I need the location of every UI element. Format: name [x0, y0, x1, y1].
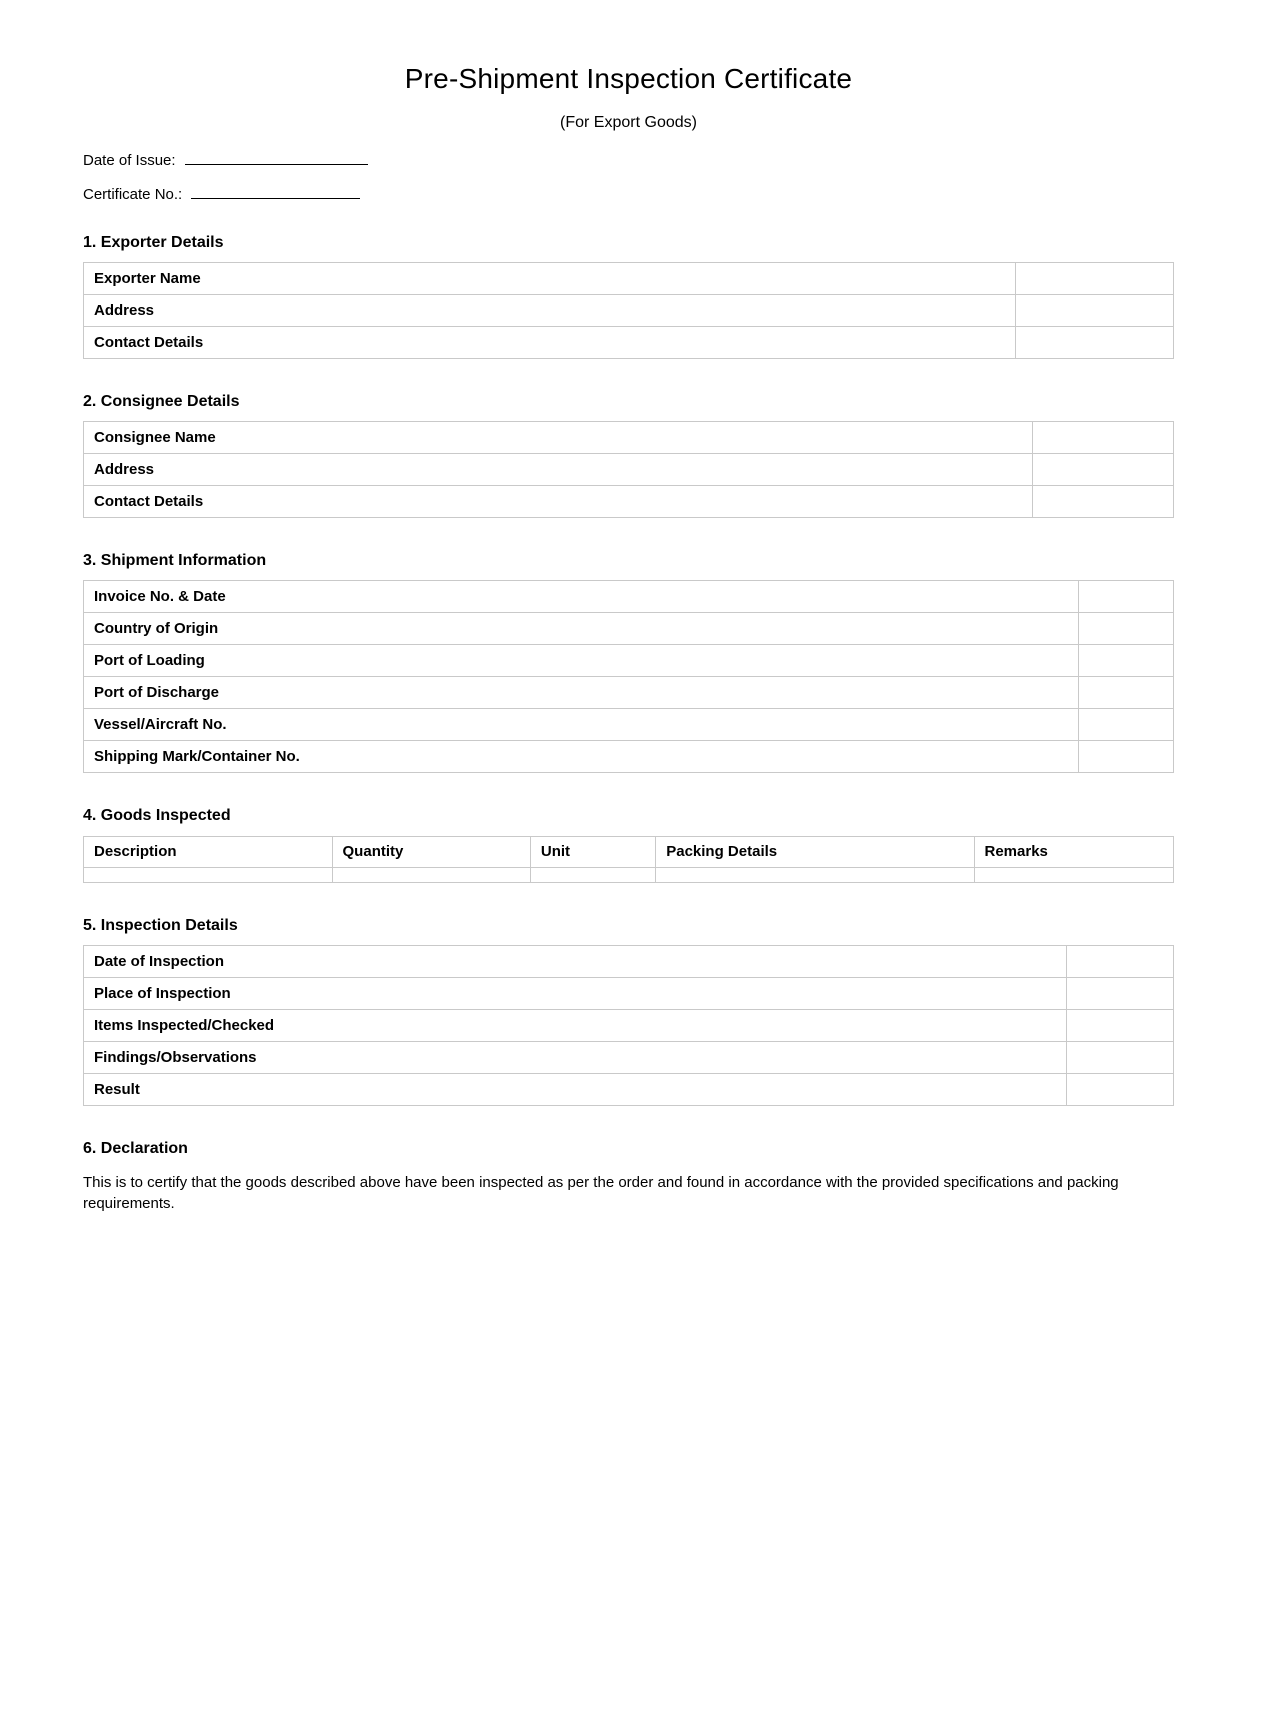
table-row — [84, 326, 1174, 358]
row-label: Consignee Name — [84, 422, 1033, 454]
row-label: Vessel/Aircraft No. — [84, 709, 1079, 741]
row-label: Port of Discharge — [84, 677, 1079, 709]
date-of-issue-blank-field[interactable] — [185, 151, 368, 165]
row-label: Result — [84, 1073, 1067, 1105]
certificate-no-blank-field[interactable] — [191, 185, 360, 199]
page-subtitle: (For Export Goods) — [560, 113, 697, 131]
table-row — [84, 1041, 1174, 1073]
table-row — [84, 709, 1174, 741]
row-value-cell[interactable] — [1067, 1009, 1174, 1041]
date-of-issue-label: Date of Issue: — [83, 151, 176, 169]
row-value-cell[interactable] — [1016, 294, 1174, 326]
row-label: Country of Origin — [84, 613, 1079, 645]
goods-value-cell[interactable] — [84, 867, 333, 882]
row-label: Contact Details — [84, 326, 1016, 358]
row-label: Date of Inspection — [84, 945, 1067, 977]
goods-value-cell[interactable] — [974, 867, 1174, 882]
row-label: Findings/Observations — [84, 1041, 1067, 1073]
goods-column-header: Quantity — [332, 836, 530, 867]
goods-empty-row — [84, 867, 1174, 882]
date-of-issue-line — [83, 151, 1174, 170]
certificate-no-line — [83, 185, 1174, 204]
goods-table — [83, 836, 1174, 883]
row-value-cell[interactable] — [1016, 326, 1174, 358]
section-heading-declaration: 6. Declaration — [83, 1139, 188, 1157]
certificate-no-label: Certificate No.: — [83, 185, 183, 203]
inspection-table — [83, 945, 1174, 1106]
table-row — [84, 454, 1174, 486]
goods-column-header: Description — [84, 836, 333, 867]
section-heading-inspection: 5. Inspection Details — [83, 916, 238, 934]
row-value-cell[interactable] — [1033, 454, 1174, 486]
row-label: Shipping Mark/Container No. — [84, 741, 1079, 773]
row-value-cell[interactable] — [1079, 709, 1174, 741]
section-heading-exporter: 1. Exporter Details — [83, 233, 224, 251]
table-row — [84, 613, 1174, 645]
table-row — [84, 1009, 1174, 1041]
row-label: Port of Loading — [84, 645, 1079, 677]
exporter-table — [83, 262, 1174, 359]
goods-value-cell[interactable] — [530, 867, 655, 882]
row-label: Exporter Name — [84, 262, 1016, 294]
goods-header-row — [84, 836, 1174, 867]
consignee-table — [83, 421, 1174, 518]
declaration-text: This is to certify that the goods described above have been inspected as per the order and found in accordance with the provided specifications and packing requirements. — [83, 1173, 1119, 1213]
table-row — [84, 677, 1174, 709]
table-row — [84, 262, 1174, 294]
goods-column-header: Unit — [530, 836, 655, 867]
row-value-cell[interactable] — [1067, 1073, 1174, 1105]
row-value-cell[interactable] — [1016, 262, 1174, 294]
table-row — [84, 294, 1174, 326]
goods-column-header: Remarks — [974, 836, 1174, 867]
table-row — [84, 581, 1174, 613]
row-label: Address — [84, 454, 1033, 486]
row-value-cell[interactable] — [1067, 945, 1174, 977]
shipment-table — [83, 580, 1174, 773]
table-row — [84, 977, 1174, 1009]
row-value-cell[interactable] — [1079, 645, 1174, 677]
table-row — [84, 422, 1174, 454]
table-row — [84, 741, 1174, 773]
row-label: Invoice No. & Date — [84, 581, 1079, 613]
table-row — [84, 1073, 1174, 1105]
row-value-cell[interactable] — [1067, 977, 1174, 1009]
goods-column-header: Packing Details — [656, 836, 974, 867]
row-label: Contact Details — [84, 486, 1033, 518]
row-label: Items Inspected/Checked — [84, 1009, 1067, 1041]
row-value-cell[interactable] — [1033, 422, 1174, 454]
section-heading-consignee: 2. Consignee Details — [83, 392, 240, 410]
row-value-cell[interactable] — [1067, 1041, 1174, 1073]
section-heading-shipment: 3. Shipment Information — [83, 552, 267, 570]
row-value-cell[interactable] — [1079, 741, 1174, 773]
row-value-cell[interactable] — [1079, 677, 1174, 709]
goods-value-cell[interactable] — [332, 867, 530, 882]
table-row — [84, 645, 1174, 677]
table-row — [84, 486, 1174, 518]
row-label: Place of Inspection — [84, 977, 1067, 1009]
goods-value-cell[interactable] — [656, 867, 974, 882]
row-value-cell[interactable] — [1079, 613, 1174, 645]
row-value-cell[interactable] — [1079, 581, 1174, 613]
table-row — [84, 945, 1174, 977]
row-label: Address — [84, 294, 1016, 326]
row-value-cell[interactable] — [1033, 486, 1174, 518]
section-heading-goods: 4. Goods Inspected — [83, 807, 231, 825]
page-title: Pre-Shipment Inspection Certificate — [404, 63, 853, 94]
